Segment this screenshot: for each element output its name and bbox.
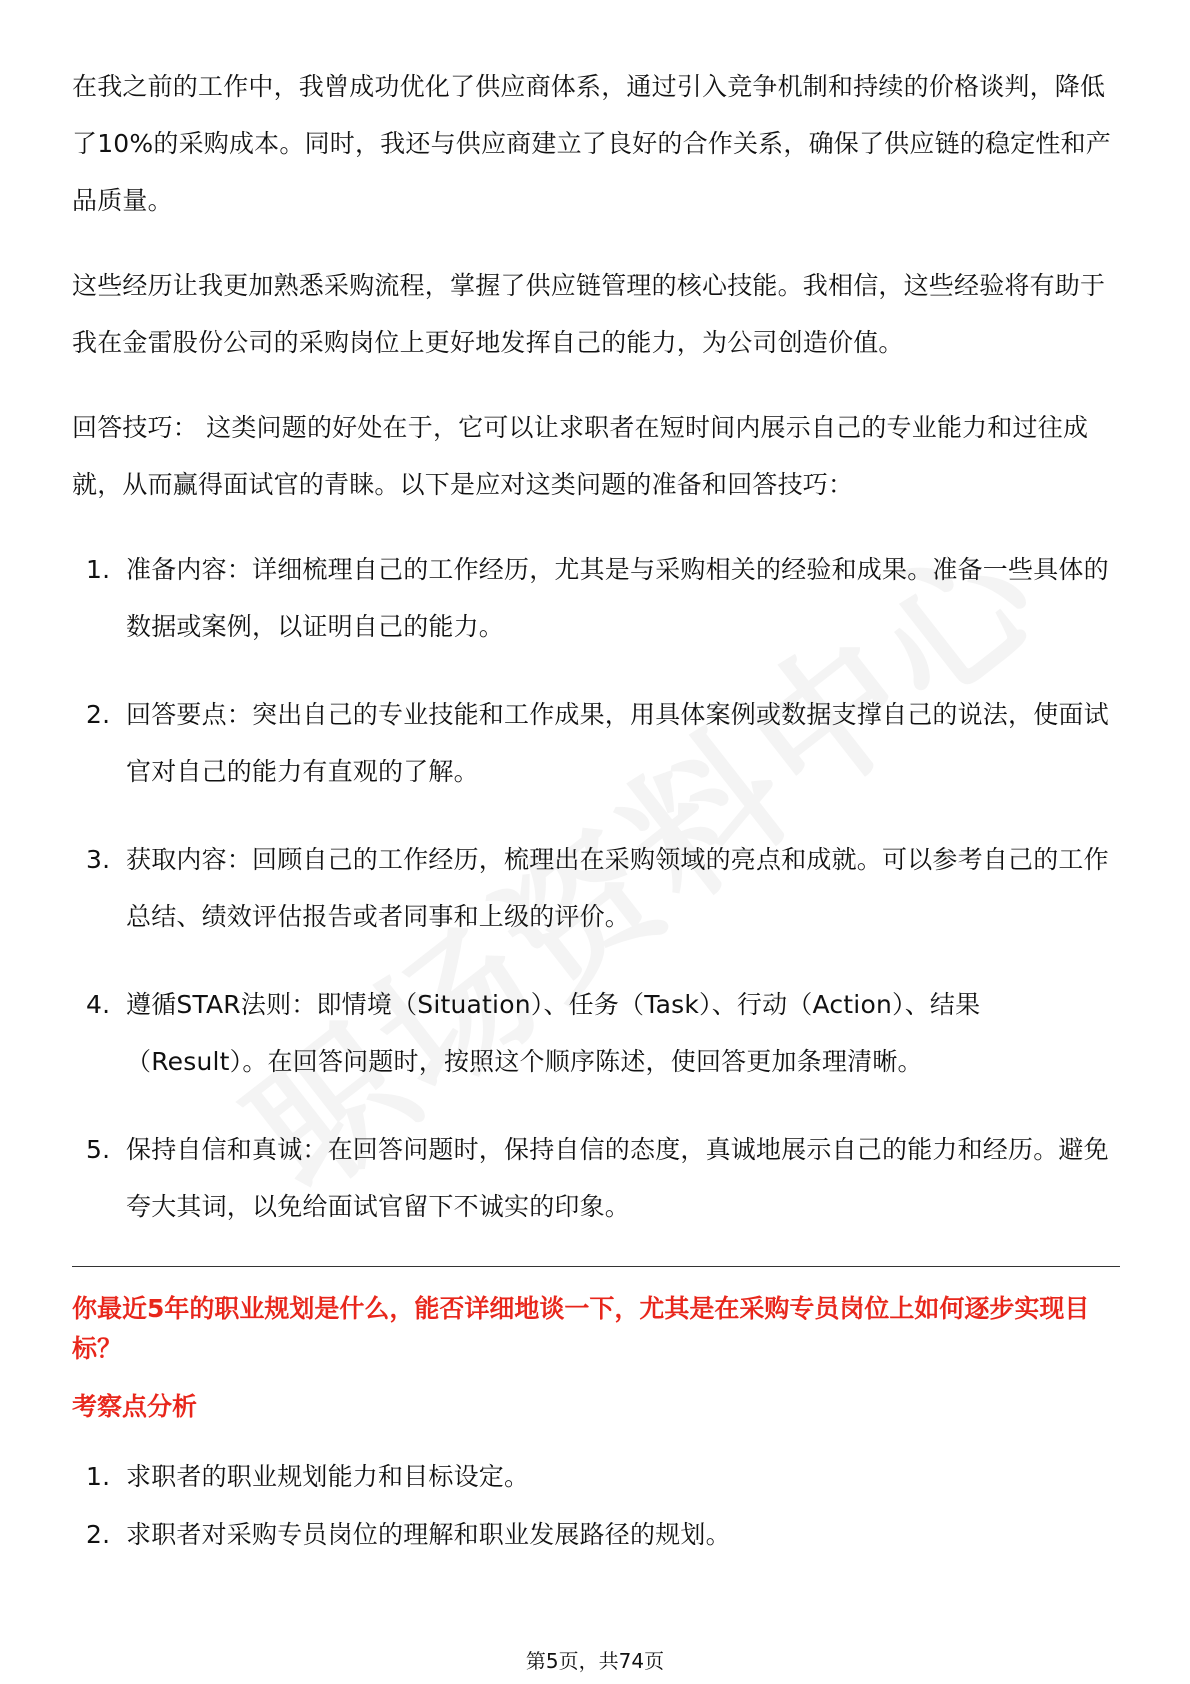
list-number: 2. <box>86 700 111 729</box>
paragraph-answer-tips: 回答技巧： 这类问题的好处在于，它可以让求职者在短时间内展示自己的专业能力和过往成就，从而赢得面试官的青睐。以下是应对这类问题的准备和回答技巧： <box>72 413 1089 499</box>
list-item <box>72 686 1120 800</box>
list-item <box>72 976 1120 1090</box>
list-item-text: 求职者的职业规划能力和目标设定。 <box>126 1462 530 1491</box>
list-number: 3. <box>86 845 111 874</box>
list-item <box>72 831 1120 945</box>
list-item-text: 求职者对采购专员岗位的理解和职业发展路径的规划。 <box>126 1520 731 1549</box>
list-item <box>72 1451 1120 1503</box>
paragraph-summary: 这些经历让我更加熟悉采购流程，掌握了供应链管理的核心技能。我相信，这些经验将有助于我在金雷股份公司的采购岗位上更好地发挥自己的能力，为公司创造价值。 <box>72 271 1106 357</box>
list-item-text: 保持自信和真诚：在回答问题时，保持自信的态度，真诚地展示自己的能力和经历。避免夸大其词，以免给面试官留下不诚实的印象。 <box>126 1135 1109 1221</box>
analysis-heading: 考察点分析 <box>72 1392 198 1421</box>
tips-list <box>72 541 1120 1235</box>
paragraph-experience: 在我之前的工作中，我曾成功优化了供应商体系，通过引入竞争机制和持续的价格谈判，降低了10%的采购成本。同时，我还与供应商建立了良好的合作关系，确保了供应链的稳定性和产品质量。 <box>72 72 1111 215</box>
section-divider <box>72 1266 1120 1267</box>
list-item <box>72 541 1120 655</box>
list-item-text: 回答要点：突出自己的专业技能和工作成果，用具体案例或数据支撑自己的说法，使面试官对自己的能力有直观的了解。 <box>126 700 1109 786</box>
list-number: 1. <box>86 1462 111 1491</box>
analysis-list <box>72 1451 1120 1561</box>
page-number: 第5页，共74页 <box>525 1649 665 1673</box>
list-item <box>72 1121 1120 1235</box>
page-content <box>72 58 1120 1567</box>
list-number: 1. <box>86 555 111 584</box>
interview-question: 你最近5年的职业规划是什么，能否详细地谈一下，尤其是在采购专员岗位上如何逐步实现目标？ <box>72 1294 1090 1363</box>
list-number: 2. <box>86 1520 111 1549</box>
list-number: 5. <box>86 1135 111 1164</box>
list-item-text: 遵循STAR法则：即情境（Situation）、任务（Task）、行动（Action）、结果（Result）。在回答问题时，按照这个顺序陈述，使回答更加条理清晰。 <box>126 990 981 1076</box>
list-item-text: 获取内容：回顾自己的工作经历，梳理出在采购领域的亮点和成就。可以参考自己的工作总结、绩效评估报告或者同事和上级的评价。 <box>126 845 1109 931</box>
list-item-text: 准备内容：详细梳理自己的工作经历，尤其是与采购相关的经验和成果。准备一些具体的数据或案例，以证明自己的能力。 <box>126 555 1109 641</box>
list-number: 4. <box>86 990 111 1019</box>
list-item <box>72 1509 1120 1561</box>
